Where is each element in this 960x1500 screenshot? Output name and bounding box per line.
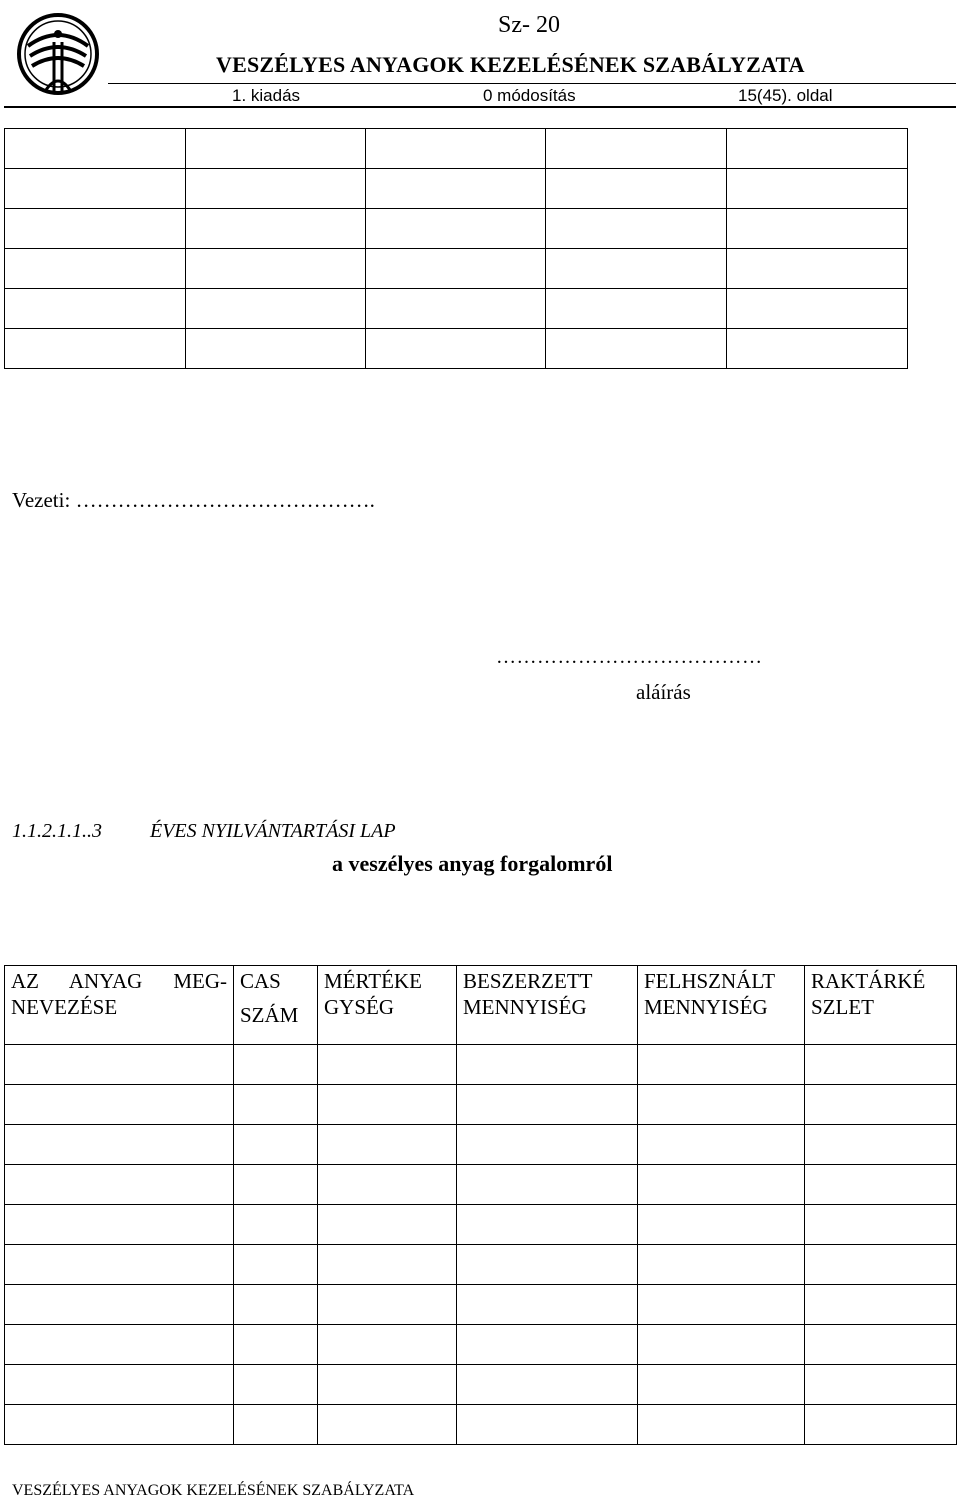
table-cell[interactable] [234,1405,318,1445]
header-used-line1: FELHSZNÁLT [644,969,776,993]
table-row [5,1285,957,1325]
document-code: Sz- 20 [498,12,560,38]
table-cell[interactable] [366,209,546,249]
section-title: ÉVES NYILVÁNTARTÁSI LAP [150,820,396,842]
header-stock-line1: RAKTÁRKÉ [811,969,926,993]
table-cell[interactable] [366,289,546,329]
table-cell[interactable] [234,1285,318,1325]
table-row [5,169,908,209]
header-purchased-quantity [457,966,638,1045]
table-cell[interactable] [638,1285,805,1325]
table-cell[interactable] [805,1245,957,1285]
table-cell[interactable] [318,1205,457,1245]
table-cell[interactable] [234,1325,318,1365]
header-stock [805,966,957,1045]
table-row [5,129,908,169]
table-cell[interactable] [186,169,366,209]
table-cell[interactable] [805,1325,957,1365]
table-cell[interactable] [318,1165,457,1205]
table-cell[interactable] [5,1125,234,1165]
header-purchased-line1: BESZERZETT [463,969,593,993]
table-cell[interactable] [366,169,546,209]
table-row [5,1045,957,1085]
header-used-quantity [638,966,805,1045]
table-cell[interactable] [234,1085,318,1125]
organization-logo [16,12,100,96]
page-number: 15(45). oldal [738,86,833,105]
header-stock-line2: SZLET [811,995,874,1019]
table-cell[interactable] [546,249,727,289]
header-substance-name [5,966,234,1045]
header-purchased-line2: MENNYISÉG [463,995,587,1019]
header-used-line2: MENNYISÉG [644,995,768,1019]
table-cell[interactable] [638,1205,805,1245]
table-cell[interactable] [318,1125,457,1165]
table-cell[interactable] [234,1045,318,1085]
register-header-row [5,966,957,1045]
revision-label: 0 módosítás [483,86,576,105]
table-cell[interactable] [234,1205,318,1245]
table-row [5,1325,957,1365]
table-cell[interactable] [5,209,186,249]
table-cell[interactable] [318,1285,457,1325]
page-footer: VESZÉLYES ANYAGOK KEZELÉSÉNEK SZABÁLYZATA [12,1482,415,1499]
table-cell[interactable] [457,1045,638,1085]
table-cell[interactable] [546,329,727,369]
table-cell[interactable] [234,1165,318,1205]
table-cell[interactable] [457,1245,638,1285]
table-cell[interactable] [638,1125,805,1165]
table-cell[interactable] [805,1285,957,1325]
table-cell[interactable] [5,1325,234,1365]
table-cell[interactable] [457,1285,638,1325]
table-cell[interactable] [5,1085,234,1125]
table-cell[interactable] [727,129,908,169]
header-substance-name-line2: NEVEZÉSE [11,995,118,1019]
table-cell[interactable] [234,1365,318,1405]
header-cas-line1: CAS [240,969,281,993]
table-cell[interactable] [457,1325,638,1365]
table-cell[interactable] [457,1085,638,1125]
header-bottom-rule [4,106,956,108]
table-cell[interactable] [318,1405,457,1445]
table-cell[interactable] [5,1165,234,1205]
table-cell[interactable] [805,1045,957,1085]
document-title: VESZÉLYES ANYAGOK KEZELÉSÉNEK SZABÁLYZATA [216,52,805,77]
table-row [5,1205,957,1245]
table-cell[interactable] [457,1405,638,1445]
table-cell[interactable] [805,1365,957,1405]
table-cell[interactable] [546,289,727,329]
table-cell[interactable] [5,129,186,169]
table-cell[interactable] [186,209,366,249]
table-row [5,1245,957,1285]
header-cas-line2: SZÁM [240,1003,299,1027]
table-cell[interactable] [638,1165,805,1205]
vezeti-line [12,488,375,513]
table-cell[interactable] [727,329,908,369]
header-top-rule [108,83,956,84]
table-cell[interactable] [5,169,186,209]
table-cell[interactable] [727,289,908,329]
table-cell[interactable] [638,1085,805,1125]
register-table [4,965,957,1445]
table-cell[interactable] [5,329,186,369]
header-substance-name-line1: AZ ANYAG MEG- [11,969,227,993]
table-cell[interactable] [318,1045,457,1085]
table-cell[interactable] [318,1245,457,1285]
header-unit [318,966,457,1045]
top-empty-table [4,128,908,369]
section-subtitle: a veszélyes anyag forgalomról [332,851,613,876]
table-cell[interactable] [5,249,186,289]
table-row [5,1085,957,1125]
table-cell[interactable] [805,1405,957,1445]
edition-label: 1. kiadás [232,86,301,105]
table-cell[interactable] [546,209,727,249]
table-cell[interactable] [546,169,727,209]
table-row [5,329,908,369]
table-row [5,1405,957,1445]
table-cell[interactable] [5,1285,234,1325]
table-cell[interactable] [638,1365,805,1405]
table-cell[interactable] [318,1085,457,1125]
table-cell[interactable] [805,1205,957,1245]
header-unit-line2: GYSÉG [324,995,395,1019]
vezeti-label: Vezeti: [12,488,71,512]
table-cell[interactable] [366,249,546,289]
table-row [5,1365,957,1405]
table-row [5,1125,957,1165]
table-row [5,209,908,249]
table-cell[interactable] [5,1405,234,1445]
header-unit-line1: MÉRTÉKE [324,969,422,993]
table-cell[interactable] [457,1205,638,1245]
table-row [5,249,908,289]
table-cell[interactable] [727,249,908,289]
table-cell[interactable] [366,129,546,169]
table-cell[interactable] [638,1405,805,1445]
table-cell[interactable] [805,1085,957,1125]
header-cas-number [234,966,318,1045]
table-cell[interactable] [5,1365,234,1405]
table-cell[interactable] [186,329,366,369]
table-row [5,289,908,329]
table-cell[interactable] [186,249,366,289]
table-cell[interactable] [186,289,366,329]
table-cell[interactable] [234,1125,318,1165]
signature-label: aláírás [636,680,691,704]
table-cell[interactable] [727,169,908,209]
table-cell[interactable] [638,1045,805,1085]
section-number: 1.1.2.1.1..3 [12,820,102,842]
table-cell[interactable] [638,1245,805,1285]
table-cell[interactable] [546,129,727,169]
table-cell[interactable] [186,129,366,169]
signature-dots[interactable]: ………………………………… [496,646,763,668]
table-cell[interactable] [805,1165,957,1205]
table-cell[interactable] [638,1325,805,1365]
table-cell[interactable] [366,329,546,369]
table-cell[interactable] [805,1125,957,1165]
table-cell[interactable] [5,1045,234,1085]
table-cell[interactable] [318,1325,457,1365]
table-cell[interactable] [727,209,908,249]
table-cell[interactable] [318,1365,457,1405]
table-cell[interactable] [457,1365,638,1405]
table-cell[interactable] [5,289,186,329]
table-cell[interactable] [457,1165,638,1205]
table-cell[interactable] [5,1245,234,1285]
vezeti-dots[interactable]: ……………………………………. [75,488,375,512]
table-cell[interactable] [457,1125,638,1165]
table-cell[interactable] [5,1205,234,1245]
table-cell[interactable] [234,1245,318,1285]
table-row [5,1165,957,1205]
